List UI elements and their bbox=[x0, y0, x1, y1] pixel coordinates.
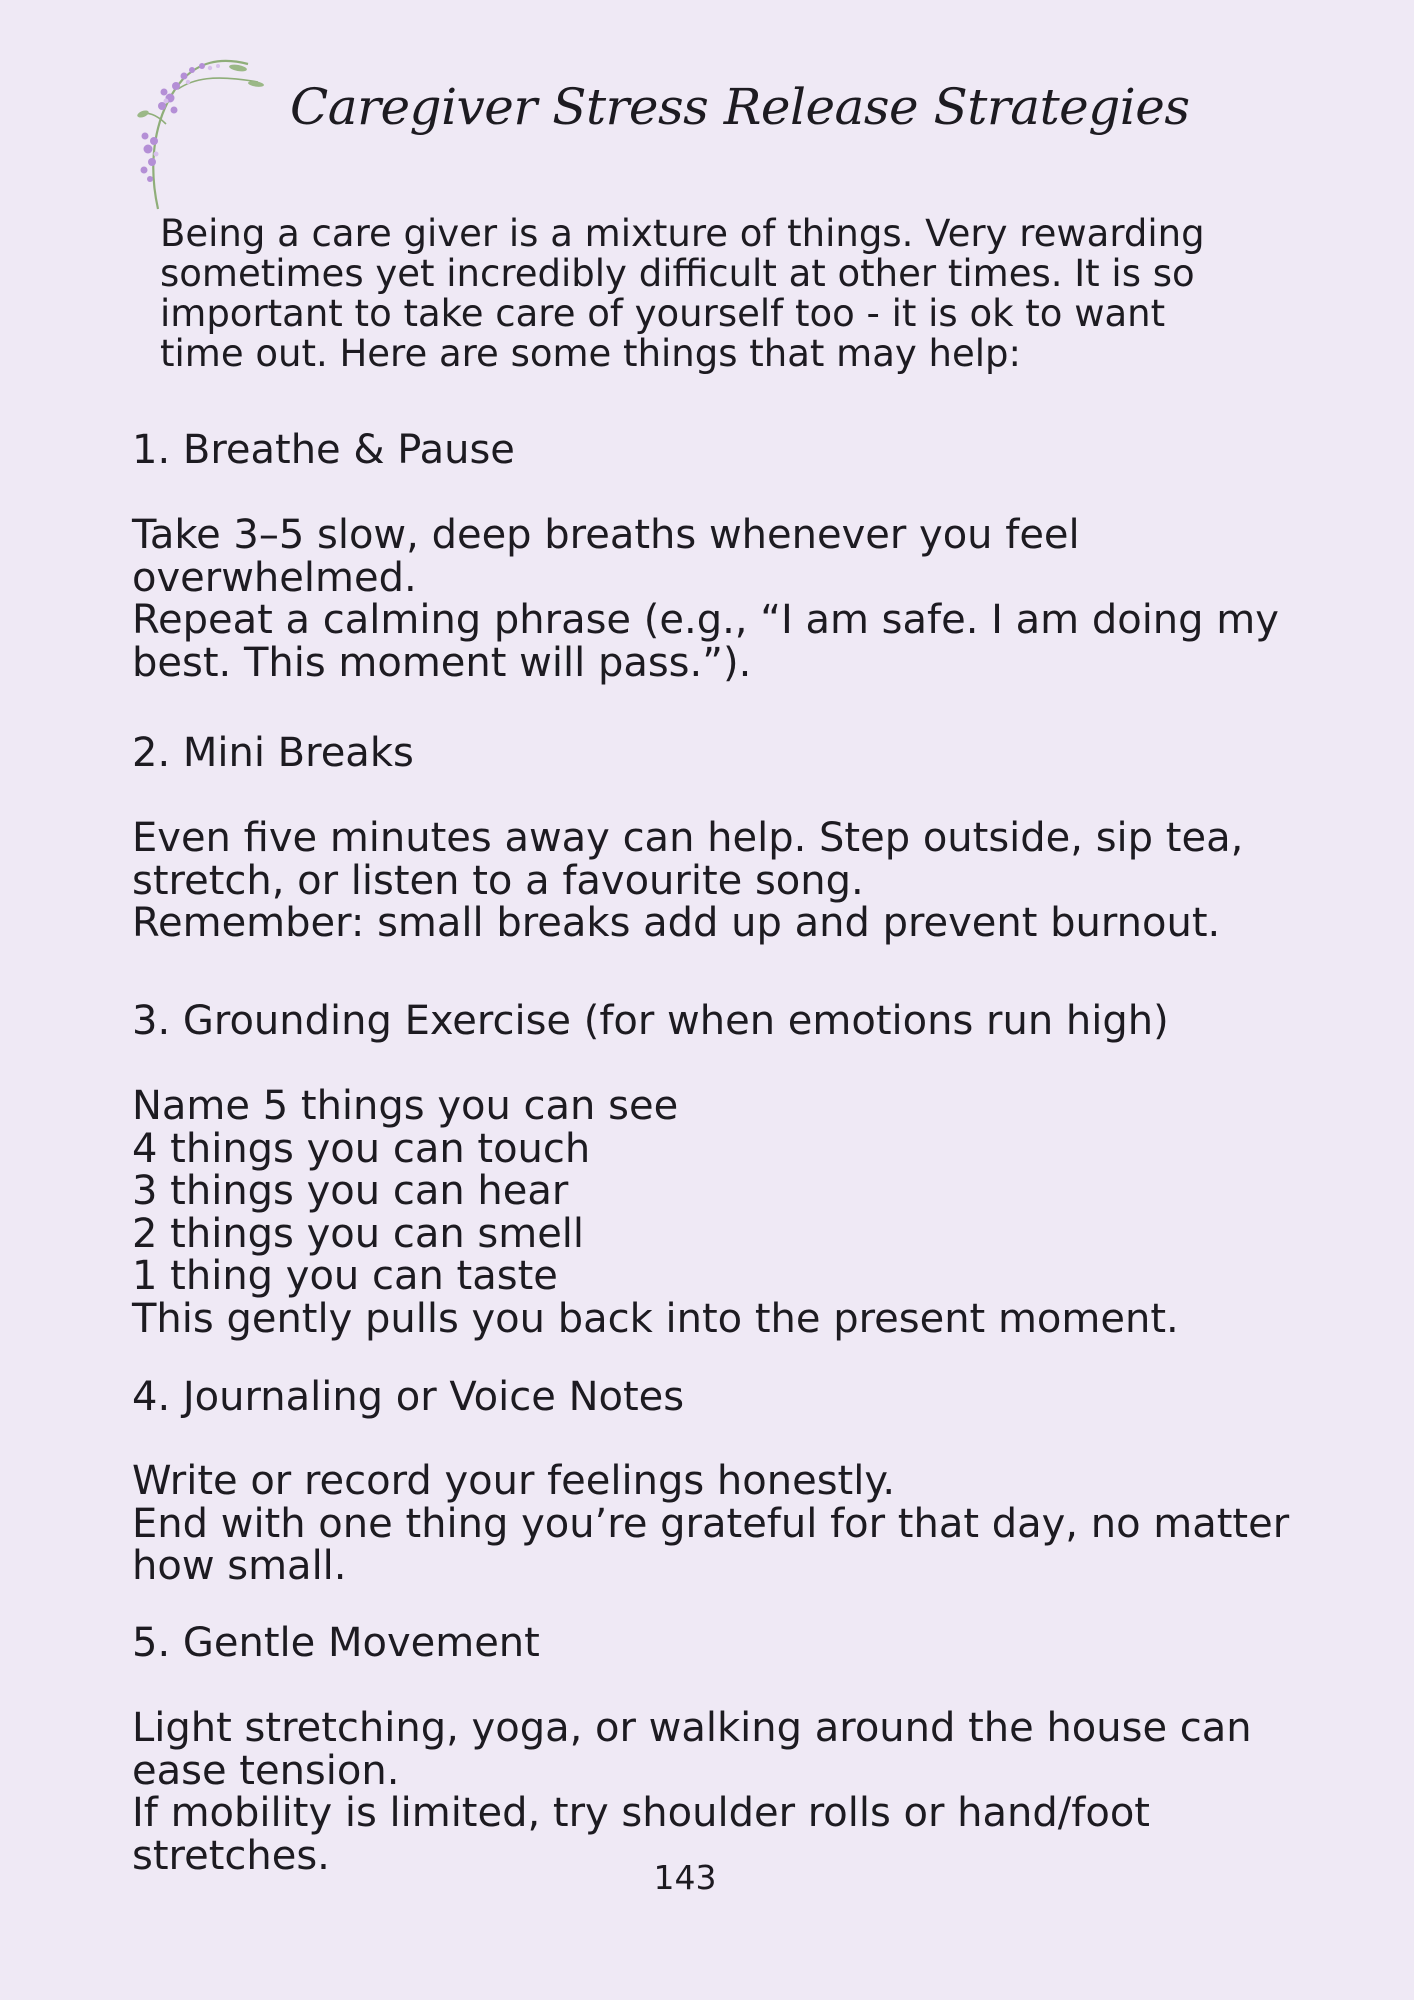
section-body-breathe bbox=[132, 514, 1279, 684]
intro-line: sometimes yet incredibly difficult at other times. It is so bbox=[160, 252, 1195, 295]
body-line: ease tension. bbox=[132, 1747, 400, 1794]
intro-paragraph bbox=[160, 214, 1280, 374]
body-line: 3 things you can hear bbox=[132, 1168, 569, 1214]
body-line: Remember: small breaks add up and prevent burnout. bbox=[132, 900, 1221, 946]
intro-line: Being a care giver is a mixture of things. Very rewarding bbox=[160, 212, 1205, 255]
body-line: stretch, or listen to a favourite song. bbox=[132, 857, 864, 904]
body-line: 2 things you can smell bbox=[132, 1210, 585, 1257]
body-line: best. This moment will pass.”). bbox=[132, 639, 752, 686]
body-line: If mobility is limited, try shoulder rolls or hand/foot bbox=[132, 1790, 1150, 1836]
section-heading-mini-breaks: 2. Mini Breaks bbox=[132, 730, 414, 776]
section-body-mini-breaks bbox=[132, 817, 1243, 945]
section-heading-grounding: 3. Grounding Exercise (for when emotions run high) bbox=[132, 998, 1169, 1044]
body-line: stretches. bbox=[132, 1832, 330, 1879]
section-body-grounding bbox=[132, 1085, 1179, 1340]
body-line: This gently pulls you back into the present moment. bbox=[132, 1295, 1179, 1342]
body-line: 4 things you can touch bbox=[132, 1125, 591, 1172]
section-heading-movement: 5. Gentle Movement bbox=[132, 1620, 540, 1666]
section-body-movement bbox=[132, 1707, 1252, 1877]
body-line: how small. bbox=[132, 1543, 347, 1589]
body-line: overwhelmed. bbox=[132, 554, 417, 601]
body-line: Even five minutes away can help. Step outside, sip tea, bbox=[132, 815, 1244, 861]
body-line: 1 thing you can taste bbox=[132, 1253, 558, 1299]
body-line: Light stretching, yoga, or walking around the house can bbox=[132, 1705, 1252, 1751]
body-line: End with one thing you’re grateful for that day, no matter bbox=[132, 1500, 1290, 1547]
intro-line: time out. Here are some things that may help: bbox=[160, 332, 1021, 375]
intro-line: important to take care of yourself too - it is ok to want bbox=[160, 292, 1166, 335]
body-line: Take 3–5 slow, deep breaths whenever you feel bbox=[132, 512, 1080, 558]
body-line: Repeat a calming phrase (e.g., “I am safe. I am doing my bbox=[132, 597, 1279, 643]
lavender-sprig-icon bbox=[118, 44, 268, 214]
page-title: Caregiver Stress Release Strategies bbox=[290, 78, 1190, 136]
page-number: 143 bbox=[653, 1858, 717, 1897]
section-heading-journaling: 4. Journaling or Voice Notes bbox=[132, 1374, 685, 1420]
section-body-journaling bbox=[132, 1460, 1289, 1588]
body-line: Name 5 things you can see bbox=[132, 1083, 679, 1129]
body-line: Write or record your feelings honestly. bbox=[132, 1458, 896, 1504]
section-heading-breathe: 1. Breathe & Pause bbox=[132, 427, 515, 473]
